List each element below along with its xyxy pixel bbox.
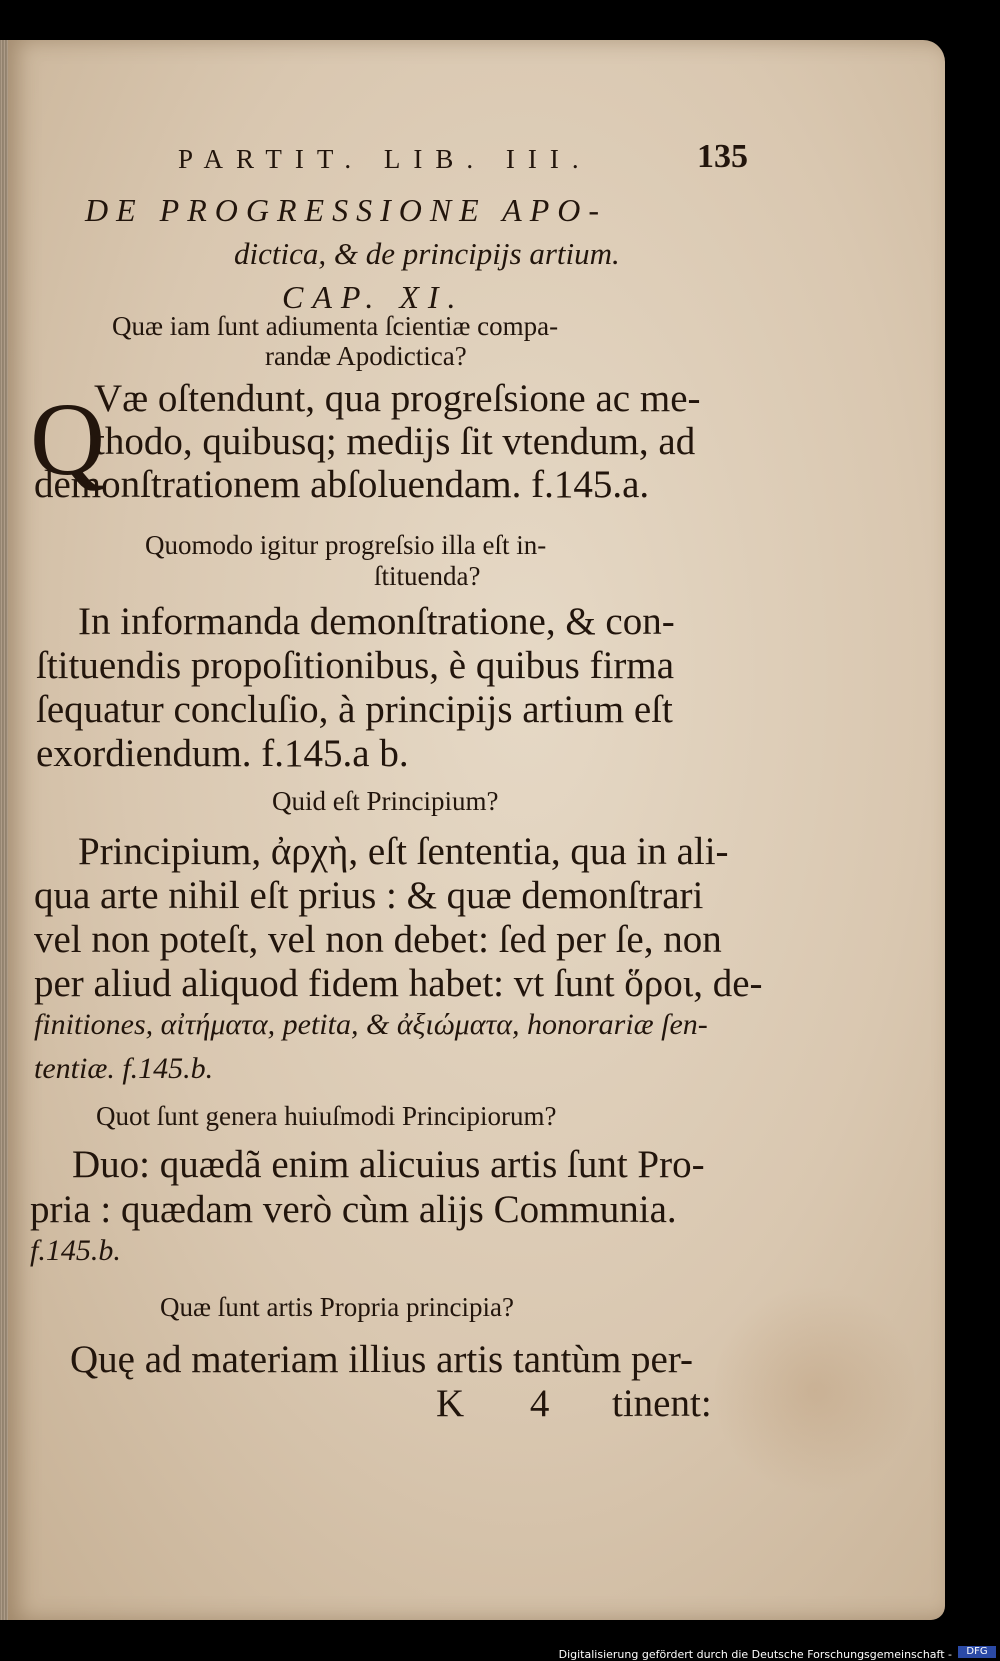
- answer-line: Quę ad materiam illius artis tantùm per-: [70, 1338, 694, 1381]
- credit-text: Digitalisierung gefördert durch die Deutsche Forschungsgemeinschaft -: [558, 1648, 952, 1661]
- question-line: Quid eſt Principium?: [272, 786, 499, 816]
- answer-line: Principium, ἀρχὴ, eſt ſententia, qua in ali-: [78, 830, 729, 873]
- drop-cap: Q: [30, 382, 106, 497]
- question-line: randæ Apodictica?: [265, 341, 467, 371]
- answer-line: exordiendum. f.145.a b.: [36, 732, 409, 775]
- dfg-logo-icon: DFG: [958, 1646, 996, 1658]
- answer-line: demonſtrationem abſoluendam. f.145.a.: [34, 463, 650, 506]
- question-line: ſtituenda?: [374, 561, 481, 591]
- chapter-title-line-1: DE PROGRESSIONE APO-: [85, 192, 607, 228]
- answer-line: tentiæ. f.145.b.: [34, 1052, 214, 1085]
- answer-line: ſequatur concluſio, à principijs artium eſt: [36, 688, 673, 731]
- answer-line: thodo, quibusq; medijs ſit vtendum, ad: [94, 420, 696, 463]
- answer-line: f.145.b.: [30, 1234, 121, 1267]
- page-number: 135: [697, 138, 748, 175]
- question-line: Quæ iam ſunt adiumenta ſcientiæ compa-: [112, 311, 559, 341]
- chapter-title-line-2: dictica, & de principijs artium.: [234, 236, 620, 271]
- answer-line: ſtituendis propoſitionibus, è quibus firma: [36, 644, 675, 687]
- paper-stain: [715, 1280, 915, 1500]
- answer-line: qua arte nihil eſt prius : & quæ demonſtrari: [34, 874, 704, 917]
- question-line: Quæ ſunt artis Propria principia?: [160, 1292, 514, 1322]
- answer-line: Duo: quædã enim alicuius artis ſunt Pro-: [72, 1143, 705, 1186]
- catchword: tinent:: [612, 1382, 712, 1425]
- question-line: Quomodo igitur progreſsio illa eſt in-: [145, 530, 547, 560]
- answer-line: Væ oſtendunt, qua progreſsione ac me-: [94, 377, 701, 420]
- answer-line: finitiones, αἰτήματα, petita, & ἀξιώματα, honorariæ ſen-: [34, 1008, 708, 1041]
- answer-line: pria : quædam verò cùm alijs Communia.: [30, 1188, 677, 1231]
- answer-line: In informanda demonſtratione, & con-: [78, 600, 675, 643]
- answer-line: vel non poteſt, vel non debet: ſed per ſe, non: [34, 918, 722, 961]
- chapter-number: CAP. XI.: [282, 279, 465, 315]
- question-line: Quot ſunt genera huiuſmodi Principiorum?: [96, 1101, 557, 1131]
- signature-mark: K 4: [436, 1382, 578, 1425]
- running-head: PARTIT. LIB. III.: [178, 144, 592, 174]
- answer-line: per aliud aliquod fidem habet: vt ſunt ὅροι, de-: [34, 962, 763, 1005]
